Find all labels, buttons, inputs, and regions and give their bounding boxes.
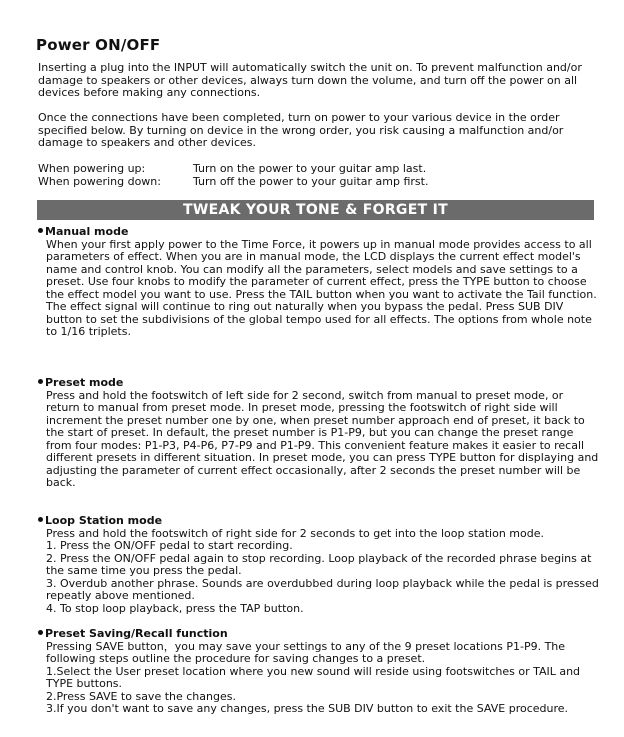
manual-mode-section <box>38 226 600 339</box>
power-down-row <box>38 176 428 189</box>
preset-saving-section <box>38 628 600 716</box>
power-up-row <box>38 163 426 176</box>
power-down-text: Turn off the power to your guitar amp first. <box>193 175 429 188</box>
preset-mode-section <box>38 377 600 490</box>
bullet-icon <box>38 379 43 384</box>
power-down-label: When powering down: <box>38 175 161 188</box>
saving-step-1: 1.Select the User preset location where you new sound will reside using footswitches or TAIL and TYPE buttons. <box>46 664 581 690</box>
power-title: Power ON/OFF <box>36 36 161 54</box>
power-paragraph-2: Once the connections have been completed, turn on power to your various device in the order specified below. By turning on device in the wrong order, you risk causing a malfunction and/or damage to speakers and other devices. <box>38 111 564 149</box>
bullet-icon <box>38 228 43 233</box>
preset-mode-heading <box>38 377 600 390</box>
bullet-icon <box>38 517 43 522</box>
bullet-icon <box>38 630 43 635</box>
preset-saving-intro: Pressing SAVE button，you may save your settings to any of the 9 preset locations P1-P9. The following steps outline the procedure for saving changes to a preset. <box>46 639 566 665</box>
loop-step-3: 3. Overdub another phrase. Sounds are overdubbed during loop playback while the pedal is pressed repeatly above mentioned. <box>46 576 599 602</box>
power-paragraph-1: Inserting a plug into the INPUT will automatically switch the unit on. To prevent malfunction and/or damage to speakers or other devices, always turn down the volume, and turn off the power on all devices before making any connections. <box>38 61 582 99</box>
power-up-label: When powering up: <box>38 162 146 175</box>
preset-mode-title: Preset mode <box>45 376 124 389</box>
preset-saving-heading <box>38 628 600 641</box>
loop-station-section <box>38 515 600 615</box>
manual-mode-heading <box>38 226 600 239</box>
manual-mode-body: When your first apply power to the Time Force, it powers up in manual mode provides access to all parameters of effect. When you are in manual mode, the LCD displays the current effect model's name and control knob. You can modify all the parameters, select models and save settings to a preset. Use four knobs to modify the parameter of current effect, press the TYPE button to choose the effect model you want to use. Press the TAIL button when you want to activate the Tail function. The effect signal will continue to ring out naturally when you bypass the pedal. Press SUB DIV button to set the subdivisions of the global tempo used for all effects. The options from whole note to 1/16 triplets. <box>46 237 597 338</box>
loop-step-1: 1. Press the ON/OFF pedal to start recording. <box>46 539 293 552</box>
loop-station-heading <box>38 515 600 528</box>
loop-station-intro: Press and hold the footswitch of right side for 2 seconds to get into the loop station mode. <box>46 526 544 540</box>
loop-step-2: 2. Press the ON/OFF pedal again to stop recording. Loop playback of the recorded phrase begins at the same time you press the pedal. <box>46 551 592 577</box>
preset-mode-body: Press and hold the footswitch of left side for 2 second, switch from manual to preset mode, or return to manual from preset mode. In preset mode, pressing the footswitch of right side will increment the preset number one by one, when preset number approach end of preset, it back to the start of preset. In default, the preset number is P1-P9, but you can change the preset range from four modes: P1-P3, P4-P6, P7-P9 and P1-P9. This convenient feature makes it easier to recall different presets in different situation. In preset mode, you can press TYPE button for displaying and adjusting the parameter of current effect occasionally, after 2 seconds the preset number will be back. <box>46 388 599 489</box>
loop-step-4: 4. To stop loop playback, press the TAP button. <box>46 601 304 615</box>
section-banner: TWEAK YOUR TONE & FORGET IT <box>37 200 594 220</box>
loop-station-title: Loop Station mode <box>45 514 163 527</box>
power-up-text: Turn on the power to your guitar amp last. <box>193 162 427 175</box>
saving-step-3: 3.If you don't want to save any changes, press the SUB DIV button to exit the SAVE procedure. <box>46 702 569 715</box>
manual-mode-title: Manual mode <box>45 225 129 238</box>
preset-saving-title: Preset Saving/Recall function <box>45 627 228 640</box>
saving-step-2: 2.Press SAVE to save the changes. <box>46 689 236 703</box>
